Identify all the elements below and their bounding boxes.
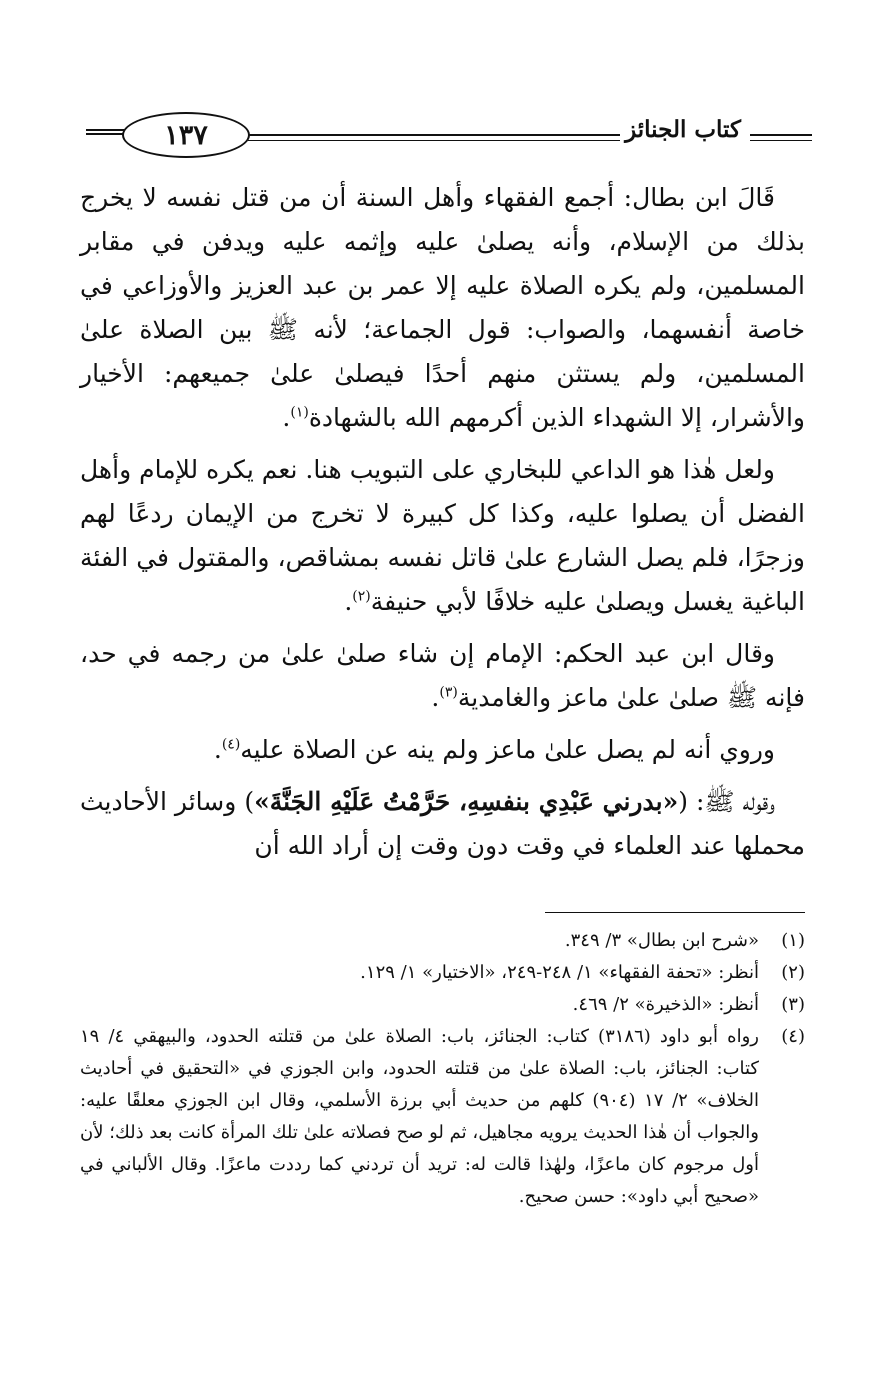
footnotes [80, 925, 805, 1213]
footnote-1 [80, 925, 805, 957]
footnote-number: (٤) [781, 1026, 805, 1047]
footnote-separator [545, 912, 805, 913]
footnote-ref-1[interactable]: (١) [290, 404, 309, 421]
paragraph-1: قَالَ ابن بطال: أجمع الفقهاء وأهل السنة أن من قتل نفسه لا يخرج بذلك من الإسلام، وأنه يصلىٰ عليه وإثمه عليه ويدفن في مقابر المسلمين، ولم يكره الصلاة عليه إلا عمر بن عبد العزيز والأوزاعي في خاصة أنفسهما، والصواب: قول الجماعة؛ لأنه ﷺ بين الصلاة علىٰ المسلمين، ولم يستثن منهم أحدًا فيصلىٰ علىٰ جميعهم: الأخيار والأشرار، إلا الشهداء الذين أكرمهم الله بالشهادة$^{(١)}$. [80, 183, 805, 432]
footnote-number: (٢) [781, 962, 805, 983]
footnote-ref-2[interactable]: (٢) [352, 588, 371, 605]
footnote-4 [80, 1021, 805, 1213]
footnote-3 [80, 989, 805, 1021]
footnote-2 [80, 957, 805, 989]
hadith-quote: «بدرني عَبْدِي بنفسِهِ، حَرَّمْتُ عَلَيْهِ الجَنَّةَ» [254, 787, 679, 816]
page-number: ١٣٧ [164, 119, 208, 151]
footnote-text: أنظر: «تحفة الفقهاء» ١/ ٢٤٨-٢٤٩، «الاختيار» ١/ ١٢٩. [360, 962, 759, 983]
footnote-ref-4[interactable]: (٤) [221, 736, 241, 753]
header-rule-right-thin [750, 140, 812, 141]
page-number-oval [122, 112, 250, 158]
paragraph-4: وروي أنه لم يصل علىٰ ماعز ولم ينه عن الصلاة عليه$^{(٤)}$. [213, 735, 775, 764]
footnote-text: رواه أبو داود (٣١٨٦) كتاب: الجنائز، باب: الصلاة علىٰ من قتلته الحدود، والبيهقي ٤/ ١٩ كتاب: الجنائز، باب: الصلاة علىٰ من قتلته الحدود، وابن الجوزي في «التحقيق في أحاديث الخلاف» ٢/ ١٧ (٩٠٤) كلهم من حديث أبي برزة الأسلمي، وقال ابن الجوزي معلقًا عليه: والجواب أن هٰذا الحديث يرويه مجاهيل، ثم لو صح فصلاته علىٰ تلك المرأة كانت بعد ذلك؛ لأن أول مرجوم كان ماعزًا، ولهٰذا قالت له: تريد أن تردني كما رددت ماعزًا. وقال الألباني في «صحيح أبي داود»: حسن صحيح. [80, 1026, 759, 1207]
paragraph-5: وقوله ﷺ: («بدرني عَبْدِي بنفسِهِ، حَرَّمْتُ عَلَيْهِ الجَنَّةَ») وسائر الأحاديث محملها عند العلماء في وقت دون وقت إن أراد الله أن [80, 787, 805, 860]
header-rule-right [750, 134, 812, 136]
main-text [80, 176, 805, 876]
footnote-text: أنظر: «الذخيرة» ٢/ ٤٦٩. [572, 994, 759, 1015]
footnote-text: «شرح ابن بطال» ٣/ ٣٤٩. [564, 930, 759, 951]
running-title: كتاب الجنائز [625, 116, 741, 143]
header-rule-middle-thin [248, 140, 620, 141]
footnote-number: (١) [781, 930, 805, 951]
paragraph-3: وقال ابن عبد الحكم: الإمام إن شاء صلىٰ علىٰ من رجمه في حد، فإنه ﷺ صلىٰ علىٰ ماعز والغامدية$^{(٣)}$. [80, 639, 805, 712]
header-rule-middle [248, 134, 620, 136]
paragraph-2: ولعل هٰذا هو الداعي للبخاري على التبويب هنا. نعم يكره للإمام وأهل الفضل أن يصلوا عليه، وكذا كل كبيرة لا تخرج من الإيمان ردعًا لهم وزجرًا، فلم يصل الشارع علىٰ قاتل نفسه بمشاقص، والمقتول في الفئة الباغية يغسل ويصلىٰ عليه خلافًا لأبي حنيفة$^{(٢)}$. [80, 455, 805, 616]
page-header [78, 108, 818, 164]
footnote-number: (٣) [781, 994, 805, 1015]
footnote-ref-3[interactable]: (٣) [439, 684, 458, 701]
